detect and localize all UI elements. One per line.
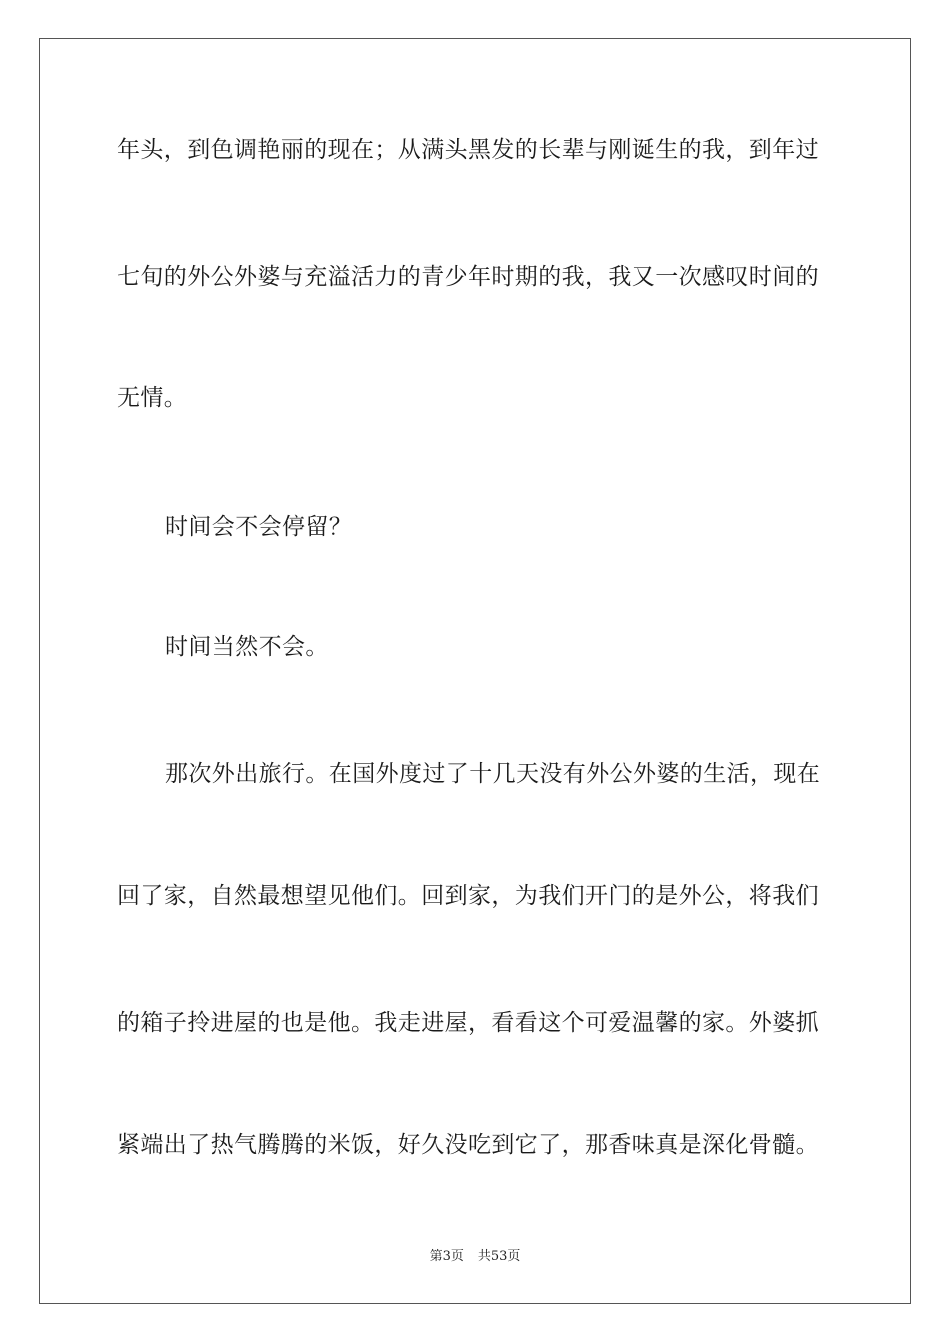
page-border [39,38,911,1304]
body-text-line: 时间当然不会。 [165,634,329,660]
body-text-line: 时间会不会停留？ [165,514,353,540]
body-text-line: 的箱子拎进屋的也是他。我走进屋，看看这个可爱温馨的家。外婆抓 [117,1010,819,1036]
current-page-number: 第3页 [429,1249,464,1264]
body-text-line: 那次外出旅行。在国外度过了十几天没有外公外婆的生活，现在 [165,761,821,787]
page-footer [0,1248,950,1266]
total-page-count: 共53页 [477,1249,521,1264]
body-text-line: 无情。 [117,385,188,411]
body-text-line: 紧端出了热气腾腾的米饭，好久没吃到它了，那香味真是深化骨髓。 [117,1132,819,1158]
body-text-line: 回了家，自然最想望见他们。回到家，为我们开门的是外公，将我们 [117,883,819,909]
body-text-line: 年头，到色调艳丽的现在；从满头黑发的长辈与刚诞生的我，到年过 [117,137,819,163]
body-text-line: 七旬的外公外婆与充溢活力的青少年时期的我，我又一次感叹时间的 [117,264,819,290]
